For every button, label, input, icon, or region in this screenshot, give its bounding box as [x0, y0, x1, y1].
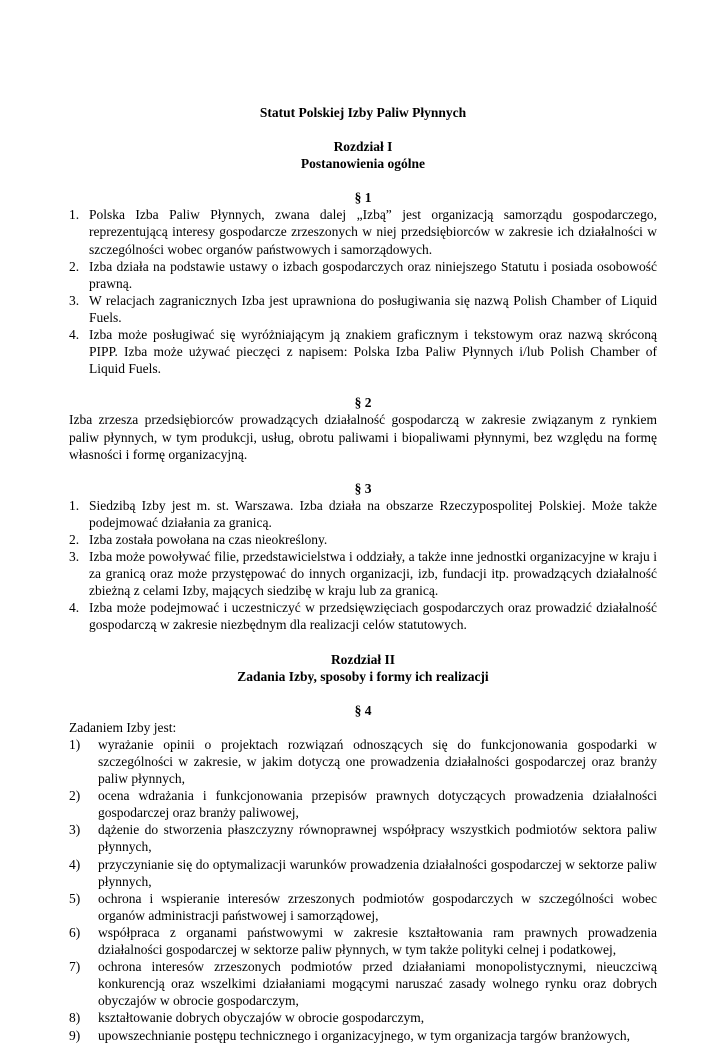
- section-4-list: [69, 736, 657, 1044]
- list-item-number: 1.: [69, 497, 80, 513]
- list-item-text: ocena wdrażania i funkcjonowania przepisów prawnych dotyczących prowadzenia działalności gospodarczej oraz branży paliwowej,: [98, 788, 657, 821]
- list-item-text: Polska Izba Paliw Płynnych, zwana dalej „Izbą” jest organizacją samorządu gospodarczego, reprezentującą interesy gospodarcze zrzeszonych w niej przedsiębiorców w zakresie ich działalności w szczególności wobec organów państwowych i samorządowych.: [89, 207, 657, 257]
- list-item-number: 9): [69, 1027, 81, 1043]
- list-item: [69, 856, 657, 890]
- list-item-number: 3.: [69, 292, 80, 308]
- document-content: [69, 104, 657, 1044]
- list-item-number: 4): [69, 856, 81, 872]
- list-item-text: wyrażanie opinii o projektach rozwiązań odnoszących się do funkcjonowania gospodarki w szczególności w zakresie, w jakim dotyczą one prowadzenia działalności gospodarczej oraz branży paliw płynnych,: [98, 736, 657, 787]
- list-item-text: W relacjach zagranicznych Izba jest uprawniona do posługiwania się nazwą Polish Chamber of Liquid Fuels.: [89, 292, 657, 325]
- section-3-heading: § 3: [354, 480, 372, 496]
- list-item-text: Izba może posługiwać się wyróżniającym ją znakiem graficznym i tekstowym oraz nazwą skróconą PIPP. Izba może używać pieczęci z napisem: Polska Izba Paliw Płynnych i/lub Polish Chamber of Liquid Fuels.: [89, 327, 657, 377]
- list-item-text: przyczynianie się do optymalizacji warunków prowadzenia działalności gospodarczej w sektorze paliw płynnych,: [98, 856, 657, 889]
- chapter-1-subtitle: Postanowienia ogólne: [300, 156, 426, 172]
- list-item-number: 4.: [69, 600, 80, 616]
- document-title: Statut Polskiej Izby Paliw Płynnych: [259, 105, 467, 120]
- list-item-number: 2.: [69, 531, 80, 547]
- section-4-intro: Zadaniem Izby jest:: [69, 719, 177, 735]
- list-item-number: 6): [69, 924, 81, 940]
- list-item-number: 3.: [69, 549, 80, 565]
- list-item-number: 2.: [69, 258, 80, 274]
- list-item-text: Izba może podejmować i uczestniczyć w przedsięwzięciach gospodarczych oraz prowadzić działalność gospodarczą w zakresie niezbędnym dla realizacji celów statutowych.: [89, 600, 657, 633]
- chapter-2-subtitle: Zadania Izby, sposoby i formy ich realizacji: [237, 668, 489, 684]
- chapter-2-heading: Rozdział II: [330, 651, 396, 667]
- list-item: [69, 890, 657, 924]
- list-item-text: Izba działa na podstawie ustawy o izbach gospodarczych oraz niniejszego Statutu i posiada osobowość prawną.: [89, 258, 657, 291]
- section-2-text: Izba zrzesza przedsiębiorców prowadzących działalność gospodarczą w zakresie związanym z rynkiem paliw płynnych, w tym produkcji, usług, obrotu paliwami i biopaliwami płynnymi, bez względu na formę własności i formę organizacyjną.: [69, 412, 657, 462]
- list-item-number: 4.: [69, 327, 80, 343]
- list-item: [69, 292, 657, 326]
- section-2-heading: § 2: [354, 395, 372, 411]
- list-item-number: 8): [69, 1010, 81, 1026]
- list-item-text: Izba może powoływać filie, przedstawicielstwa i oddziały, a także inne jednostki organizacyjne w kraju i za granicą oraz może przystępować do innych organizacji, izb, fundacji itp. prowadzących działalność zbieżną z celami Izby, mających siedzibę w kraju lub za granicą.: [89, 549, 657, 599]
- list-item: [69, 258, 657, 292]
- list-item: [69, 821, 657, 855]
- list-item: [69, 206, 657, 257]
- list-item: [69, 736, 657, 787]
- list-item: [69, 531, 657, 548]
- chapter-1-heading-block: [69, 138, 657, 172]
- list-item-text: ochrona i wspieranie interesów zrzeszonych podmiotów gospodarczych w szczególności wobec organów administracji państwowej i samorządowej,: [98, 890, 657, 923]
- list-item-number: 7): [69, 959, 81, 975]
- list-item-text: dążenie do stworzenia płaszczyzny równoprawnej współpracy wszystkich podmiotów sektora paliw płynnych,: [98, 822, 657, 855]
- list-item-text: Siedzibą Izby jest m. st. Warszawa. Izba działa na obszarze Rzeczypospolitej Polskiej. Może także podejmować działania za granicą.: [89, 497, 657, 530]
- list-item: [69, 958, 657, 1009]
- list-item: [69, 326, 657, 377]
- list-item: [69, 497, 657, 531]
- list-item-text: ochrona interesów zrzeszonych podmiotów przed działaniami monopolistycznymi, nieuczciwą konkurencją oraz wszelkimi działaniami mogącymi naruszać zasady wolnego rynku oraz dobrych obyczajów w obrocie gospodarczym,: [98, 959, 657, 1009]
- list-item-number: 2): [69, 788, 81, 804]
- list-item: [69, 548, 657, 599]
- list-item-text: współpraca z organami państwowymi w zakresie kształtowania ram prawnych prowadzenia działalności gospodarczej w sektorze paliw płynnych, w tym także polityki celnej i podatkowej,: [98, 924, 657, 958]
- list-item-number: 1.: [69, 207, 80, 223]
- list-item-text: kształtowanie dobrych obyczajów w obrocie gospodarczym,: [98, 1010, 425, 1026]
- list-item: [69, 924, 657, 958]
- section-1-list: [69, 206, 657, 377]
- chapter-1-heading: Rozdział I: [333, 139, 393, 155]
- list-item-number: 1): [69, 736, 81, 752]
- chapter-2-heading-block: [69, 651, 657, 685]
- section-4-heading: § 4: [354, 702, 372, 718]
- list-item-text: upowszechnianie postępu technicznego i organizacyjnego, w tym organizacja targów branżowych,: [98, 1027, 630, 1043]
- list-item-number: 5): [69, 890, 81, 906]
- list-item: [69, 1027, 657, 1044]
- section-1-heading: § 1: [354, 190, 372, 206]
- list-item: [69, 599, 657, 633]
- list-item: [69, 787, 657, 821]
- list-item-number: 3): [69, 822, 81, 838]
- section-3-list: [69, 497, 657, 634]
- list-item-text: Izba została powołana na czas nieokreślony.: [89, 531, 328, 547]
